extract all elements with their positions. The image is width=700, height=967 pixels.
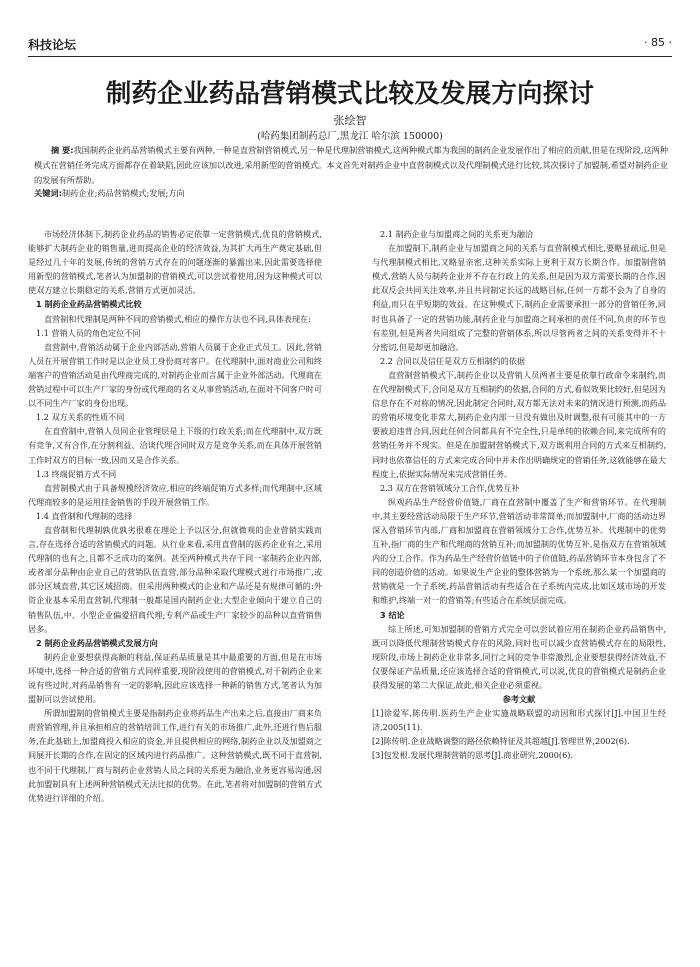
abstract — [34, 143, 668, 188]
right-column — [372, 227, 666, 763]
body-paragraph: 直营制中,营销活动属于企业内部活动,营销人员属于企业正式员工。因此,营销人员在开展营销工作时是以企业员工身份商对客户。在代理制中,面对商业公司和终端客户的营销活动是由代理商完成的,对制药企业而言属于企业外部活动。代理商在营销过程中可以生产厂家的身份或代理商的名义从事营销活动,在面对不同客户时可以不同生产厂家的身份出现。 — [28, 341, 322, 409]
body-paragraph: 直营制模式由于具备规模经济效应,相应的终端促销方式多样;而代理制中,区域代理商较多的是运用挂金销售的手段开展营销工作。 — [28, 482, 322, 507]
keywords — [34, 186, 668, 201]
reference-item: [2]陈传明.企业战略调整的路径依赖特征及其超越[J].管理世界,2002(6). — [372, 736, 630, 747]
keywords-text: 制药企业;药品营销模式;发展;方向 — [61, 188, 185, 198]
author-name: 张绘智 — [333, 114, 367, 127]
keywords-label: 关键词: — [34, 188, 62, 198]
body-paragraph: 所谓加盟制的营销模式主要是指制药企业将药品生产出来之后,直接由厂商来负责营销管理,并且承担相应的营销培训工作,进行有关的市场推广,此外,还进行售后服务,在此基础上,加盟商投入相应的资金,并且提供相应的网络,制药企业以及加盟商之间展开长期的合作,在固定的区域内进行药品推广。这种营销模式,既不同于直营制,也不同于代理制,厂商与制药企业营销人员之间的关系更为融洽,业务更容易沟通,因此加盟制具有上述两种营销模式无法比拟的优势。在此,笔者将对加盟制的营销方式优势进行详细的介绍。 — [28, 708, 322, 803]
body-paragraph: 直营制和代理制孰优孰劣很难在理论上予以区分,但就微观的企业营销实践而言,存在选择合适的营销模式的问题。从行业来看,采用直营制的医药企业有之,采用代理制的也有之,且都不乏成功的案例。甚至两种模式共存于同一家制药企业内部,或者部分品种由企业自己的营销队伍直营,部分品种采取代理模式进行市场推广,或部分区域直营,其它区域招商。但采用两种模式的企业和产品还是有规律可循的:外资企业基本采用直营制,代理制一般都是国内制药企业;大型企业倾向于建立自己的销售队伍,中、小型企业偏爱招商代理;专利产品或生产厂家较少的品种以直营销售居多。 — [28, 524, 322, 634]
author-affiliation: (哈药集团制药总厂,黑龙江 哈尔滨 150000) — [257, 131, 443, 142]
body-paragraph: 直营制营销模式下,制药企业以及营销人员两者主要是依靠行政命令来制约,而在代理制模式下,合同是双方互相制约的依据,合同的方式,看似效果比较好,但是因为信息存在不对称的情况,因此制定合同时,双方都无法对未来的情况进行预测,而药品的营销环境变化非常大,制药企业内部一旦没有做出及时调整,很有可能其中的一方要被迫违背合同,因此任何合同都具有不完全性,只是单纯的依赖合同,来完成所有的营销任务并不现实。但是在加盟制营销模式下,双方既利用合同的方式来互相制约,同时也依靠信任的方式来完成合同中并未作出明确规定的营销任务,这就能够在最大程度上,依据实际情况来完成营销任务。 — [372, 369, 666, 479]
subsection-heading: 2.1 制药企业与加盟商之间的关系更为融洽 — [380, 229, 534, 239]
subsection-heading: 2.3 双方在营销领域分工合作,优势互补 — [380, 482, 520, 493]
page-number: · 85 · — [644, 36, 672, 49]
body-paragraph: 市场经济体制下,制药企业药品的销售必定依靠一定营销模式,优良的营销模式,能够扩大制药企业的销售量,进而提高企业的经济效益,为其扩大再生产奠定基础,但是经过几十年的发展,传统的营销方式存在的问题逐渐的暴露出来,因此需要选择使用新型的营销模式,笔者认为加盟制的营销模式,可以尝试着使用,因为这种模式可以使双方建立长期稳定的关系,营销方式更加灵活。 — [28, 229, 322, 296]
body-paragraph: 在直营制中,营销人员同企业管理层是上下级的行政关系;而在代理制中,双方既有竞争,又有合作,在分割利益、洽谈代理合同时双方是竞争关系,而在具体开展营销工作时双方的目标一致,因而又是合作关系。 — [28, 426, 322, 465]
running-header — [28, 36, 672, 56]
subsection-heading: 1.2 双方关系的性质不同 — [36, 412, 125, 423]
subsection-heading: 2.2 合同以及信任是双方互相制约的依据 — [380, 355, 525, 366]
left-column — [28, 227, 322, 805]
reference-item: [3]包发根.发展代理制营销的思考[J].商业研究,2000(6). — [372, 750, 573, 761]
article-title: 制药企业药品营销模式比较及发展方向探讨 — [105, 79, 595, 109]
body-paragraph: 在加盟制下,制药企业与加盟商之间的关系与直营制模式相比,要略显疏远,但是与代理制模式相比,又略显亲密,这种关系实际上更利于双方长期合作。加盟制营销模式,营销人员与制药企业并不存在行政上的关系,但是因为双方需要长期的合作,因此双反会共同关注效率,并且共同制定长远的战略目标,任何一方都不会为了自身的利益,而只在乎短期的效益。在这种模式下,制药企业需要承担一部分的营销任务,同时也具备了一定的营销功能,制药企业与加盟商之间承担的责任不同,负责的环节也有差别,但是两者共同组成了完整的营销体系,所以尽管两者之间的关系变得并不十分密切,但是却更加融洽。 — [372, 243, 666, 352]
body-paragraph: 综上所述,可知加盟制的营销方式完全可以尝试着应用在制药企业药品销售中,既可以降低代理制营销模式存在的风险,同时也可以减少直营销模式存在的局限性,现阶段,市场上制药企业非常多,同行之间的竞争非常激烈,企业要想获得经济效益,不仅要保证产品质量,还应该选择合适的营销模式,可以说,优良的营销模式是制药企业获得发展的第二大保证,故此,相关企业必须重视。 — [372, 623, 666, 690]
body-paragraph: 制药企业要想获得高额的利益,保证药品质量是其中最重要的方面,但是在市场环境中,选择一种合适的营销方式同样重要,现阶段使用的营销模式,对于制药企业来说有些过时,对药品销售有一定的影响,因此应该选择一种新的销售方式,笔者认为加盟制可以尝试使用。 — [28, 651, 322, 705]
body-paragraph: 直营制和代理制是两种不同的营销模式,相应的操作方法也不同,具体表现在: — [44, 313, 311, 324]
reference-item: [1]徐爱军,陈传明.医药生产企业实施战略联盟的动因和形式探讨[J].中国卫生经济,2005(11). — [372, 708, 666, 733]
subsection-heading: 1.1 营销人员的角色定位不同 — [36, 327, 141, 338]
section-heading: 2 制药企业药品营销模式发展方向 — [36, 637, 158, 648]
header-rule — [28, 56, 672, 57]
abstract-text: 我国制药企业药品营销模式主要有两种,一种是直营制营销模式,另一种是代理制营销模式,这两种模式都为我国的制药企业发展作出了相应的贡献,但是在现阶段,这两种模式在营销任务完成方面都存在着缺陷,因此应该加以改进,采用新型的营销模式。本文首先对制药企业中直营制模式以及代理制模式进行比较,其次探讨了加盟制,希望对制药企业的发展有所帮助。 — [34, 145, 669, 185]
subsection-heading: 1.3 终端促销方式不同 — [36, 468, 117, 479]
abstract-label: 摘 要: — [51, 145, 74, 155]
subsection-heading: 1.4 直营制和代理制的选择 — [36, 510, 133, 521]
references-heading: 参考文献 — [502, 694, 536, 705]
section-heading: 3 结论 — [380, 609, 405, 620]
section-heading: 1 制药企业药品营销模式比较 — [36, 299, 142, 310]
body-paragraph: 纵观药品生产经营价值链,厂商在直营制中覆盖了生产和营销环节。在代理制中,其主要经营活动局限于生产环节,营销活动非常简单;而加盟制中,厂商的活动边界深入营销环节内部,厂商和加盟商在营销领域分工合作,优势互补。代理制中的优势互补,指厂商的生产和代理商的营销互补;而加盟制的优势互补,是指双方在营销领域内的分工合作。作为药品生产经营价值链中的子价值链,药品营销环节本身包含了不同的创造价值的活动。如果说生产企业的整体营销为一个系统,那么某一个加盟商的营销就是一个子系统,药品营销活动有些适合在子系统内完成,比如区域市场的开发和维护,终端一对一的营销等;有些适合在系统层面完成。 — [372, 496, 666, 606]
journal-section: 科技论坛 — [28, 38, 77, 52]
